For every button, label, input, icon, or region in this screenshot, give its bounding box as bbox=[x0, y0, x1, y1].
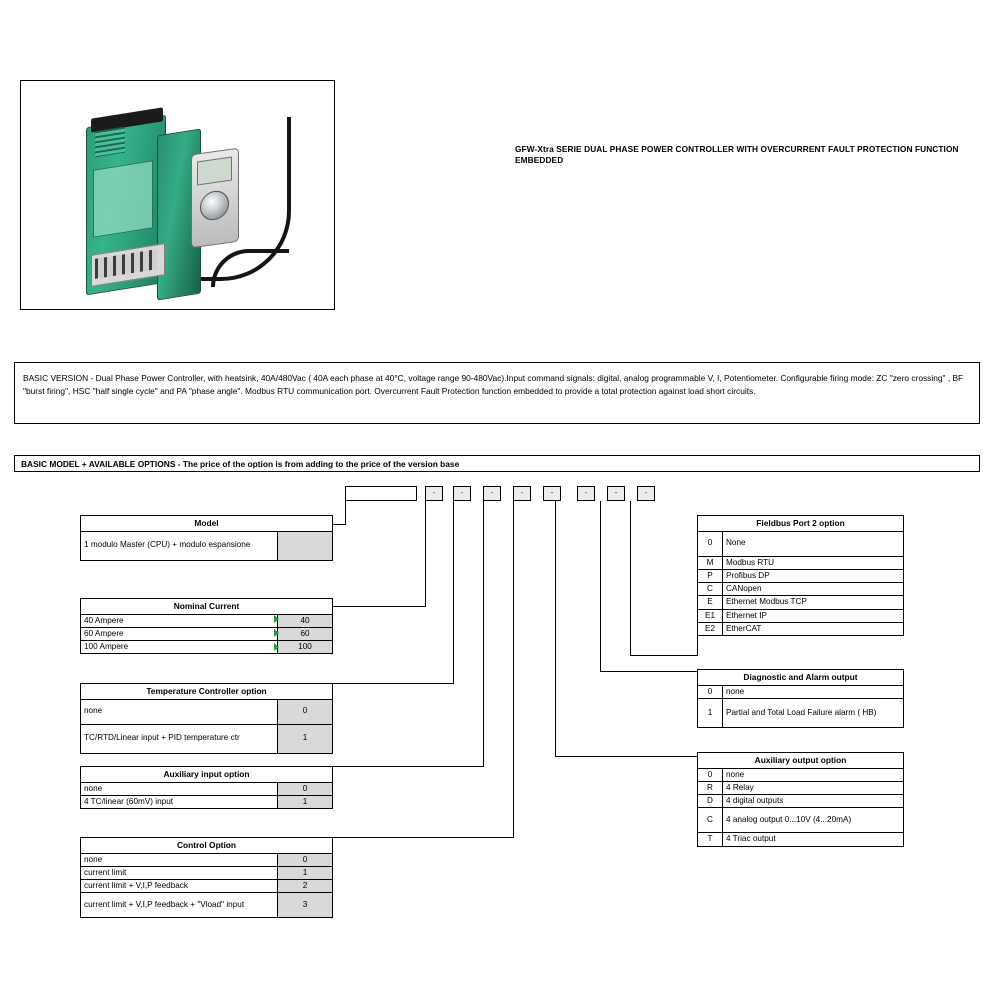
table-fieldbus-port2-title: Fieldbus Port 2 option bbox=[698, 516, 904, 532]
table-model-title: Model bbox=[81, 516, 333, 532]
fieldbus-label: None bbox=[723, 531, 904, 556]
fieldbus-label: CANopen bbox=[723, 583, 904, 596]
product-image-box bbox=[20, 80, 335, 310]
auxiliary-input-label: 4 TC/linear (60mV) input bbox=[81, 795, 278, 808]
table-row[interactable] bbox=[81, 614, 333, 627]
fieldbus-label: Modbus RTU bbox=[723, 556, 904, 569]
nominal-current-label: 60 Ampere bbox=[81, 627, 278, 640]
control-option-label: none bbox=[81, 853, 278, 866]
connector-line bbox=[513, 501, 514, 837]
table-auxiliary-output bbox=[697, 752, 904, 847]
control-option-label: current limit + V,I,P feedback bbox=[81, 880, 278, 893]
temperature-controller-value: 1 bbox=[278, 724, 333, 753]
table-diagnostic-alarm bbox=[697, 669, 904, 728]
connector-line bbox=[333, 683, 454, 684]
order-code-sep-8: - bbox=[637, 486, 655, 501]
table-row[interactable] bbox=[698, 833, 904, 846]
control-option-label: current limit + V,I,P feedback + "Vload" input bbox=[81, 893, 278, 918]
fieldbus-code: E1 bbox=[698, 609, 723, 622]
control-option-value: 1 bbox=[278, 866, 333, 879]
connector-line bbox=[630, 501, 631, 655]
connector-line bbox=[333, 606, 426, 607]
table-model bbox=[80, 515, 333, 561]
table-row[interactable] bbox=[698, 781, 904, 794]
table-row[interactable] bbox=[698, 808, 904, 833]
table-fieldbus-port2 bbox=[697, 515, 904, 636]
auxiliary-input-value: 0 bbox=[278, 782, 333, 795]
connector-line bbox=[333, 524, 346, 525]
auxiliary-output-code: T bbox=[698, 833, 723, 846]
table-row[interactable] bbox=[81, 853, 333, 866]
table-row[interactable] bbox=[81, 893, 333, 918]
table-control-option-title: Control Option bbox=[81, 838, 333, 854]
table-row[interactable] bbox=[81, 531, 333, 560]
order-code-sep-2: - bbox=[453, 486, 471, 501]
order-code-sep-3: - bbox=[483, 486, 501, 501]
product-photo bbox=[61, 99, 301, 299]
product-heading: GFW-Xtra SERIE DUAL PHASE POWER CONTROLLER WITH OVERCURRENT FAULT PROTECTION FUNCTION EMBEDDED bbox=[515, 144, 959, 166]
connector-line bbox=[555, 756, 697, 757]
table-row[interactable] bbox=[81, 627, 333, 640]
auxiliary-input-value: 1 bbox=[278, 795, 333, 808]
control-option-value: 0 bbox=[278, 853, 333, 866]
fieldbus-label: Ethernet Modbus TCP bbox=[723, 596, 904, 609]
controller-vent-icon bbox=[95, 127, 125, 158]
auxiliary-output-code: 0 bbox=[698, 768, 723, 781]
table-control-option bbox=[80, 837, 333, 918]
temperature-controller-label: none bbox=[81, 699, 278, 724]
table-row[interactable] bbox=[698, 768, 904, 781]
connector-line bbox=[630, 655, 697, 656]
controller-front-panel bbox=[93, 160, 153, 238]
selection-marker-icon bbox=[274, 643, 279, 651]
fieldbus-code: C bbox=[698, 583, 723, 596]
table-temperature-controller-title: Temperature Controller option bbox=[81, 684, 333, 700]
connector-line bbox=[483, 501, 484, 766]
order-code-sep-7: - bbox=[607, 486, 625, 501]
fieldbus-code: 0 bbox=[698, 531, 723, 556]
auxiliary-output-label: 4 digital outputs bbox=[723, 795, 904, 808]
table-row[interactable] bbox=[81, 782, 333, 795]
control-option-value: 3 bbox=[278, 893, 333, 918]
table-row[interactable] bbox=[81, 724, 333, 753]
table-row[interactable] bbox=[81, 699, 333, 724]
connector-line bbox=[333, 837, 514, 838]
fieldbus-label: Ethernet IP bbox=[723, 609, 904, 622]
table-diagnostic-alarm-title: Diagnostic and Alarm output bbox=[698, 670, 904, 686]
fieldbus-code: M bbox=[698, 556, 723, 569]
order-code-base[interactable] bbox=[345, 486, 417, 501]
connector-line bbox=[600, 501, 601, 671]
model-row-value bbox=[278, 531, 333, 560]
auxiliary-input-label: none bbox=[81, 782, 278, 795]
table-row[interactable] bbox=[698, 583, 904, 596]
table-row[interactable] bbox=[698, 569, 904, 582]
diagnostic-code: 0 bbox=[698, 685, 723, 698]
table-row[interactable] bbox=[81, 866, 333, 879]
model-row-label: 1 modulo Master (CPU) + modulo espansione bbox=[81, 531, 278, 560]
diagnostic-label: none bbox=[723, 685, 904, 698]
table-auxiliary-input bbox=[80, 766, 333, 809]
fieldbus-code: E2 bbox=[698, 622, 723, 635]
fieldbus-code: P bbox=[698, 569, 723, 582]
table-row[interactable] bbox=[698, 596, 904, 609]
connector-line bbox=[555, 501, 556, 756]
order-code-sep-4: - bbox=[513, 486, 531, 501]
table-row[interactable] bbox=[698, 531, 904, 556]
fieldbus-code: E bbox=[698, 596, 723, 609]
control-option-label: current limit bbox=[81, 866, 278, 879]
selection-marker-icon bbox=[274, 615, 279, 623]
fieldbus-label: EtherCAT bbox=[723, 622, 904, 635]
table-nominal-current bbox=[80, 598, 333, 654]
table-row[interactable] bbox=[698, 795, 904, 808]
auxiliary-output-label: 4 analog output 0...10V (4...20mA) bbox=[723, 808, 904, 833]
temperature-controller-value: 0 bbox=[278, 699, 333, 724]
table-row[interactable] bbox=[81, 880, 333, 893]
auxiliary-output-code: D bbox=[698, 795, 723, 808]
table-temperature-controller bbox=[80, 683, 333, 754]
table-row[interactable] bbox=[698, 622, 904, 635]
order-code-sep-1: - bbox=[425, 486, 443, 501]
table-row[interactable] bbox=[698, 556, 904, 569]
connector-line bbox=[600, 671, 697, 672]
diagnostic-code: 1 bbox=[698, 698, 723, 727]
table-auxiliary-output-title: Auxiliary output option bbox=[698, 753, 904, 769]
nominal-current-value: 100 bbox=[278, 641, 333, 654]
table-nominal-current-title: Nominal Current bbox=[81, 599, 333, 615]
table-row[interactable] bbox=[81, 641, 333, 654]
auxiliary-output-label: 4 Triac output bbox=[723, 833, 904, 846]
nominal-current-label: 100 Ampere bbox=[81, 641, 278, 654]
table-row[interactable] bbox=[698, 698, 904, 727]
diagnostic-label: Partial and Total Load Failure alarm ( HB) bbox=[723, 698, 904, 727]
nominal-current-value: 40 bbox=[278, 614, 333, 627]
auxiliary-output-label: none bbox=[723, 768, 904, 781]
basic-version-description: BASIC VERSION - Dual Phase Power Controller, with heatsink, 40A/480Vac ( 40A each phase at 40°C, voltage range 90-480Vac).Input command signals: digital, analog programmable V, I, Potentiometer. Configurable firing mode: ZC "zero crossing" , BF "burst firing", HSC "half single cycle" and PA "phase angle". Modbus RTU communication port. Overcurrent Fault Protection function embedded to provide a total protection against load short circuits. bbox=[14, 362, 980, 424]
connector-line bbox=[345, 501, 346, 524]
auxiliary-output-code: R bbox=[698, 781, 723, 794]
hmi-display bbox=[197, 157, 232, 186]
order-code-sep-5: - bbox=[543, 486, 561, 501]
order-code-sep-6: - bbox=[577, 486, 595, 501]
table-row[interactable] bbox=[698, 685, 904, 698]
connector-line bbox=[333, 766, 484, 767]
table-row[interactable] bbox=[698, 609, 904, 622]
temperature-controller-label: TC/RTD/Linear input + PID temperature ctr bbox=[81, 724, 278, 753]
auxiliary-output-code: C bbox=[698, 808, 723, 833]
table-row[interactable] bbox=[81, 795, 333, 808]
connector-line bbox=[453, 501, 454, 683]
nominal-current-value: 60 bbox=[278, 627, 333, 640]
selection-marker-icon bbox=[274, 629, 279, 637]
table-auxiliary-input-title: Auxiliary input option bbox=[81, 767, 333, 783]
basic-model-options-bar: BASIC MODEL + AVAILABLE OPTIONS - The price of the option is from adding to the price of the version base bbox=[14, 455, 980, 472]
nominal-current-label: 40 Ampere bbox=[81, 614, 278, 627]
fieldbus-label: Profibus DP bbox=[723, 569, 904, 582]
auxiliary-output-label: 4 Relay bbox=[723, 781, 904, 794]
connector-line bbox=[425, 501, 426, 606]
control-option-value: 2 bbox=[278, 880, 333, 893]
